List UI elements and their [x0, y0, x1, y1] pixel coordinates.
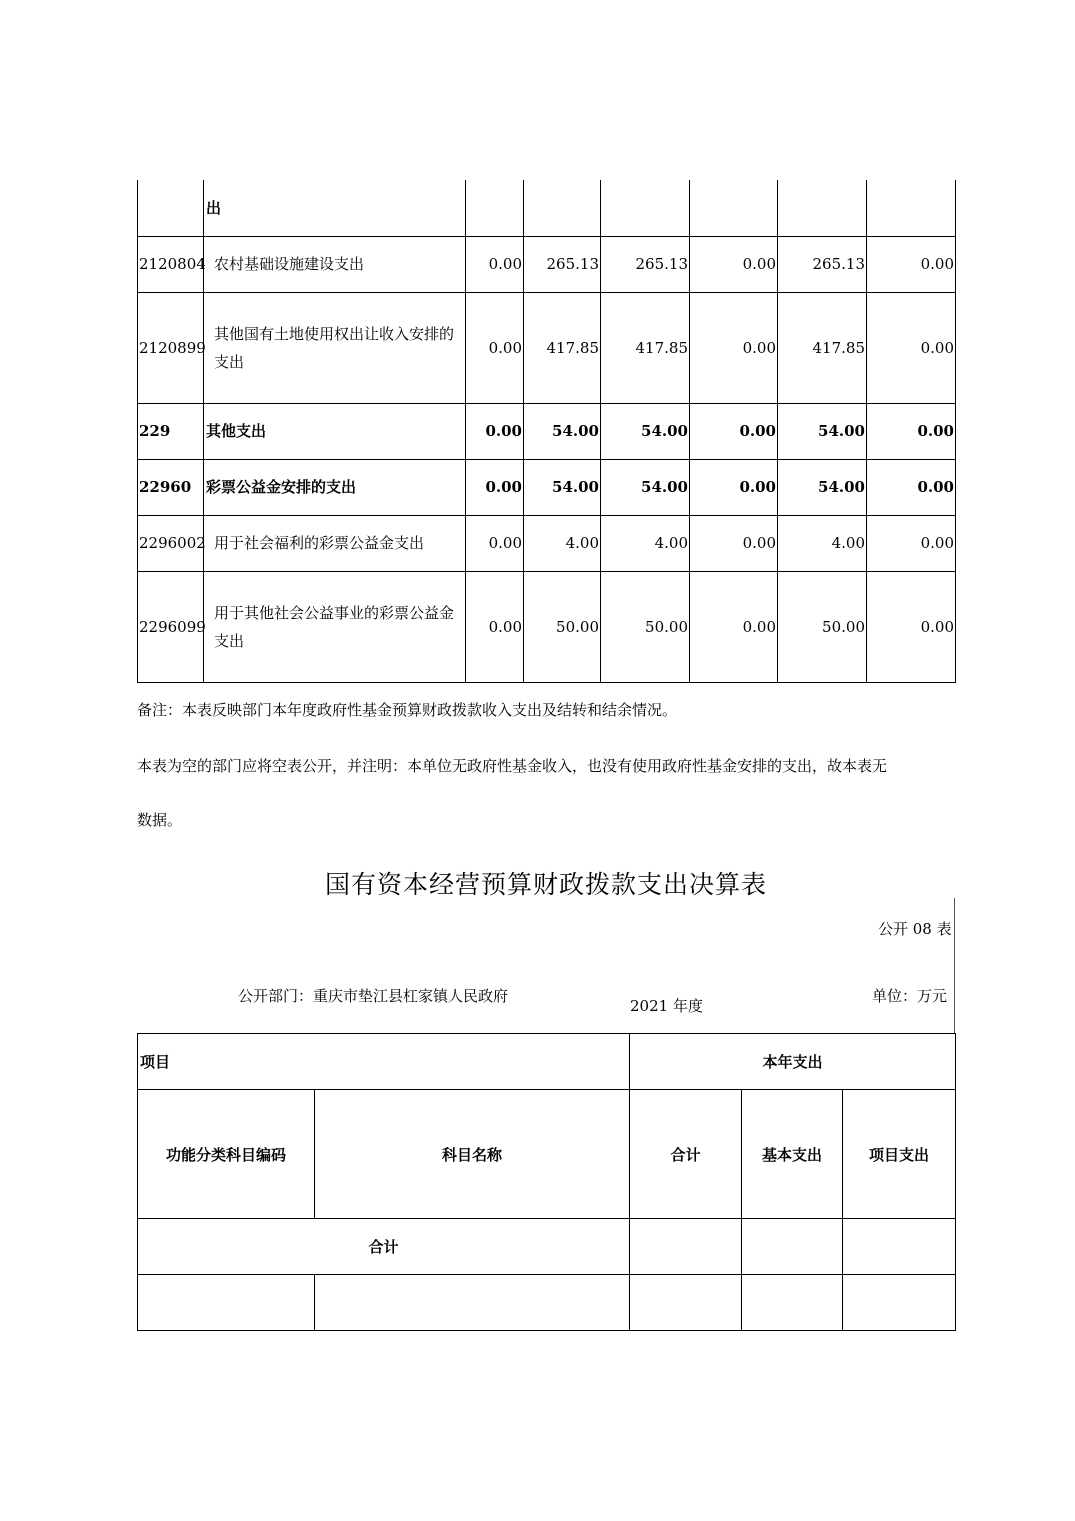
fiscal-year: 2021 年度	[630, 997, 703, 1015]
header-item: 项目	[138, 1034, 630, 1090]
row-value: 4.00	[778, 515, 867, 571]
row-value: 0.00	[690, 403, 778, 459]
row-value: 50.00	[601, 571, 690, 682]
right-border-line	[954, 898, 955, 1033]
table-row	[138, 403, 956, 459]
empty-cell	[138, 1275, 315, 1331]
row-value	[601, 180, 690, 236]
col-function-code: 功能分类科目编码	[138, 1090, 315, 1219]
row-name: 其他国有土地使用权出让收入安排的支出	[204, 292, 466, 403]
row-value	[867, 180, 956, 236]
col-total: 合计	[630, 1090, 742, 1219]
row-value	[524, 180, 601, 236]
col-subject-name: 科目名称	[315, 1090, 630, 1219]
row-name: 彩票公益金安排的支出	[204, 459, 466, 515]
row-value: 4.00	[524, 515, 601, 571]
row-value	[690, 180, 778, 236]
row-value: 54.00	[601, 459, 690, 515]
note-empty-table-cont: 数据。	[137, 811, 183, 829]
row-code: 2120899	[138, 292, 204, 403]
total-row-label: 合计	[138, 1219, 630, 1275]
row-value: 417.85	[601, 292, 690, 403]
row-code	[138, 180, 204, 236]
row-value: 50.00	[524, 571, 601, 682]
row-value: 0.00	[867, 515, 956, 571]
total-cell	[742, 1219, 843, 1275]
row-code: 2120804	[138, 236, 204, 292]
row-value: 54.00	[601, 403, 690, 459]
row-code: 2296099	[138, 571, 204, 682]
row-value: 0.00	[466, 459, 524, 515]
row-value: 0.00	[867, 459, 956, 515]
total-cell	[630, 1219, 742, 1275]
table-row	[138, 459, 956, 515]
row-value: 0.00	[690, 459, 778, 515]
row-value: 265.13	[601, 236, 690, 292]
table-row	[138, 236, 956, 292]
row-name: 其他支出	[204, 403, 466, 459]
row-value: 0.00	[867, 403, 956, 459]
table-row	[138, 292, 956, 403]
row-name: 用于其他社会公益事业的彩票公益金支出	[204, 571, 466, 682]
row-value: 0.00	[466, 236, 524, 292]
row-value	[778, 180, 867, 236]
table-row	[138, 571, 956, 682]
row-name: 农村基础设施建设支出	[204, 236, 466, 292]
note-remark: 备注：本表反映部门本年度政府性基金预算财政拨款收入支出及结转和结余情况。	[137, 701, 678, 719]
empty-cell	[630, 1275, 742, 1331]
row-value: 50.00	[778, 571, 867, 682]
row-code: 229	[138, 403, 204, 459]
row-value: 54.00	[778, 459, 867, 515]
row-value: 265.13	[524, 236, 601, 292]
row-value: 0.00	[466, 515, 524, 571]
row-value: 54.00	[524, 403, 601, 459]
empty-cell	[742, 1275, 843, 1331]
header-current-year: 本年支出	[630, 1034, 956, 1090]
row-code: 2296002	[138, 515, 204, 571]
empty-cell	[843, 1275, 956, 1331]
row-value: 0.00	[867, 571, 956, 682]
row-value: 265.13	[778, 236, 867, 292]
row-value: 0.00	[690, 292, 778, 403]
row-value	[466, 180, 524, 236]
row-value: 4.00	[601, 515, 690, 571]
total-cell	[843, 1219, 956, 1275]
row-code: 22960	[138, 459, 204, 515]
table2-title: 国有资本经营预算财政拨款支出决算表	[324, 870, 767, 899]
form-number: 公开 08 表	[878, 920, 952, 938]
col-project-expenditure: 项目支出	[843, 1090, 956, 1219]
row-value: 0.00	[867, 236, 956, 292]
unit-label: 单位：万元	[872, 987, 948, 1005]
empty-cell	[315, 1275, 630, 1331]
row-value: 417.85	[778, 292, 867, 403]
fund-expenditure-table	[137, 180, 956, 683]
row-value: 54.00	[524, 459, 601, 515]
row-name: 出	[204, 180, 466, 236]
table-row	[138, 180, 956, 236]
state-capital-expenditure-table	[137, 1033, 956, 1331]
row-value: 417.85	[524, 292, 601, 403]
table-row	[138, 515, 956, 571]
col-basic-expenditure: 基本支出	[742, 1090, 843, 1219]
row-value: 0.00	[867, 292, 956, 403]
department-label: 公开部门：重庆市垫江县杠家镇人民政府	[238, 987, 509, 1005]
row-value: 0.00	[466, 571, 524, 682]
row-value: 54.00	[778, 403, 867, 459]
row-value: 0.00	[466, 292, 524, 403]
row-value: 0.00	[690, 236, 778, 292]
note-empty-table: 本表为空的部门应将空表公开，并注明：本单位无政府性基金收入，也没有使用政府性基金安排的支出，故本表无	[137, 757, 888, 775]
row-value: 0.00	[466, 403, 524, 459]
row-value: 0.00	[690, 515, 778, 571]
row-name: 用于社会福利的彩票公益金支出	[204, 515, 466, 571]
row-value: 0.00	[690, 571, 778, 682]
